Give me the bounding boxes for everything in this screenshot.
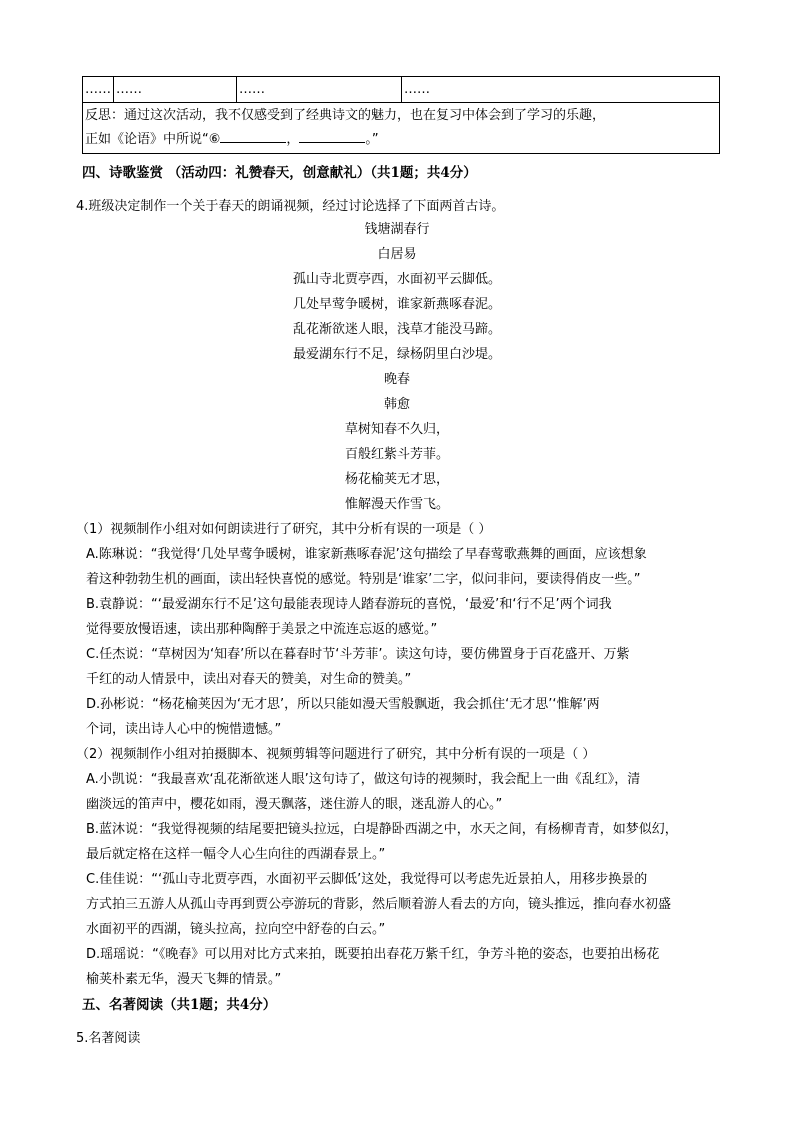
reflection-line-1: 反思：通过这次活动，我不仅感受到了经典诗文的魅力，也在复习中体会到了学习的乐趣，	[85, 108, 606, 123]
option-line: 榆荚朴素无华，漫天飞舞的情景。”	[86, 972, 282, 987]
section-heading: 四、诗歌鉴赏 （活动四：礼赞春天，创意献礼）（共1题；共4分）	[82, 165, 477, 181]
option-line: 觉得要放慢语速，读出那种陶醉于美景之中流连忘返的感觉。”	[86, 622, 438, 637]
poem-line: 惟解漫天作雪飞。	[344, 497, 449, 512]
option-line: D.瑶瑶说：“《晚春》可以用对比方式来拍，既要拍出春花万紫千红，争芳斗艳的姿态，也要拍出杨花	[86, 947, 660, 962]
option-line: B.蓝沐说：“我觉得视频的结尾要把镜头拉远，白堤静卧西湖之中，水天之间，有杨柳青青，如梦似幻，	[86, 822, 678, 837]
option-line: A.小凯说：“我最喜欢‘乱花渐欲迷人眼’这句诗了，做这句诗的视频时，我会配上一曲《乱红》，清	[86, 772, 641, 787]
option-line: 幽淡远的笛声中，樱花如雨，漫天飘落，迷住游人的眼，迷乱游人的心。”	[86, 797, 503, 812]
option-line: C.佳佳说：“‘孤山寺北贾亭西，水面初平云脚低’这处，我觉得可以考虑先近景拍人，用移步换景的	[86, 872, 648, 887]
poem-line: 最爱湖东行不足，绿杨阴里白沙堤。	[292, 347, 501, 362]
question-stem: （1）视频制作小组对如何朗读进行了研究，其中分析有误的一项是（ ）	[76, 522, 492, 537]
question-intro: 5.名著阅读	[76, 1031, 141, 1046]
option-line: 水面初平的西湖，镜头拉高，拉向空中舒卷的白云。”	[86, 922, 386, 937]
table-cell: ……	[237, 77, 402, 103]
activity-table	[82, 76, 720, 154]
poem-author: 白居易	[377, 247, 417, 262]
reflection-text: ，	[286, 132, 300, 147]
poem-line: 草树知春不久归，	[344, 422, 449, 437]
table-cell: ……	[114, 77, 237, 103]
option-line: D.孙彬说：“杨花榆荚因为‘无才思’，所以只能如漫天雪般飘逝，我会抓住‘无才思’‘惟解’两	[86, 697, 600, 712]
reflection-cell	[83, 103, 720, 154]
poem-title: 晚春	[383, 372, 410, 387]
poem-title: 钱塘湖春行	[364, 222, 430, 237]
poem-line: 百般红紫斗芳菲。	[344, 447, 449, 462]
option-line: C.任杰说：“草树因为‘知春’所以在暮春时节‘斗芳菲’。读这句诗，要仿佛置身于百花盛开、万紫	[86, 647, 630, 662]
poem-author: 韩愈	[383, 397, 410, 412]
option-line: B.袁静说：“‘最爱湖东行不足’这句最能表现诗人踏春游玩的喜悦，‘最爱’和‘行不足’两个词我	[86, 597, 612, 612]
option-line: A.陈琳说：“我觉得‘几处早莺争暖树，谁家新燕啄春泥’这句描绘了早春莺歌燕舞的画面，应该想象	[86, 547, 647, 562]
table-cell: ……	[83, 77, 114, 103]
answer-blank[interactable]	[299, 129, 365, 143]
table-row	[83, 103, 720, 154]
reflection-text: 正如《论语》中所说“⑥	[85, 132, 221, 147]
poem-line: 杨花榆荚无才思，	[344, 472, 449, 487]
poem-line: 孤山寺北贾亭西，水面初平云脚低。	[292, 272, 501, 287]
reflection-text: 。”	[365, 132, 379, 147]
table-cell: ……	[402, 77, 720, 103]
answer-blank[interactable]	[220, 129, 286, 143]
table-row	[83, 77, 720, 103]
option-line: 个词，读出诗人心中的惋惜遗憾。”	[86, 722, 282, 737]
reflection-line-2	[85, 128, 717, 152]
section-heading: 五、名著阅读（共1题；共4分）	[82, 997, 277, 1013]
poem-line: 乱花渐欲迷人眼，浅草才能没马蹄。	[292, 322, 501, 337]
option-line: 方式拍三五游人从孤山寺再到贾公亭游玩的背影，然后顺着游人看去的方向，镜头推远，推向春水初盛	[86, 897, 672, 912]
question-intro: 4.班级决定制作一个关于春天的朗诵视频，经过讨论选择了下面两首古诗。	[76, 199, 505, 214]
option-line: 千红的动人情景中，读出对春天的赞美，对生命的赞美。”	[86, 672, 412, 687]
option-line: 着这种勃勃生机的画面，读出轻快喜悦的感觉。特别是‘谁家’二字，似问非问，要读得俏皮一些。”	[86, 572, 641, 587]
poem-line: 几处早莺争暖树，谁家新燕啄春泥。	[292, 297, 501, 312]
question-stem: （2）视频制作小组对拍摄脚本、视频剪辑等问题进行了研究，其中分析有误的一项是（ ）	[76, 747, 596, 762]
option-line: 最后就定格在这样一幅令人心生向往的西湖春景上。”	[86, 847, 386, 862]
